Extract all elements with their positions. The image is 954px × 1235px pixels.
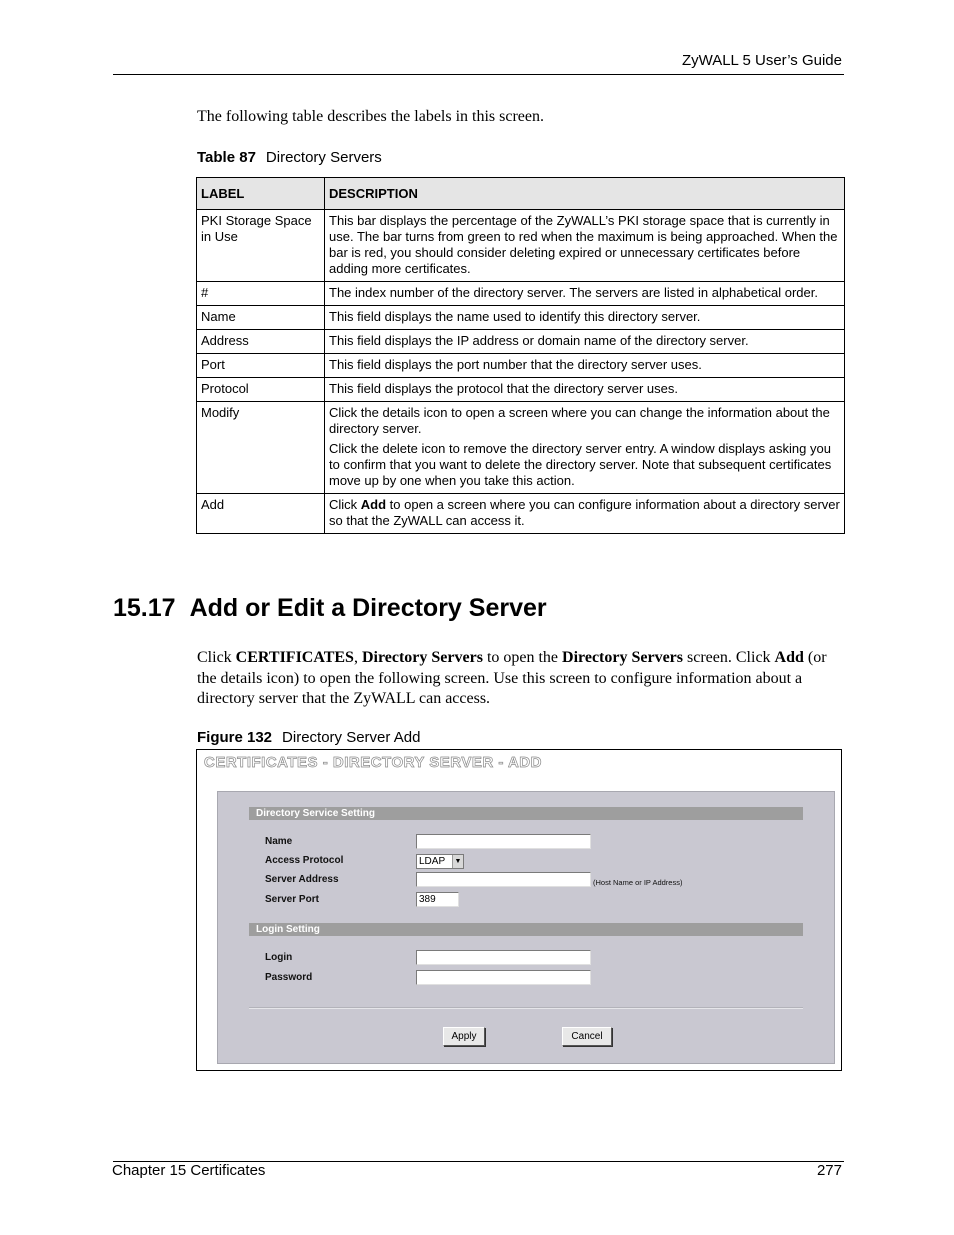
table-caption-text: Directory Servers <box>265 149 382 166</box>
row-description <box>325 378 845 402</box>
section-number: 15.17 <box>113 594 176 622</box>
description-para: The index number of the directory server. The servers are listed in alphabetical order. <box>329 285 818 300</box>
row-description <box>325 330 845 354</box>
name-label: Name <box>265 836 293 847</box>
directory-service-setting-bar: Directory Service Setting <box>249 807 803 820</box>
cancel-button[interactable]: Cancel <box>562 1027 612 1046</box>
settings-panel <box>217 791 835 1064</box>
server-address-input[interactable] <box>416 872 591 887</box>
form-divider <box>249 1007 803 1009</box>
para-bold: Add <box>774 649 804 666</box>
header-rule <box>113 74 844 75</box>
table-row <box>197 402 845 494</box>
access-protocol-value: LDAP <box>419 856 446 867</box>
section-paragraph <box>197 648 827 710</box>
para-text: screen. Click <box>683 649 775 666</box>
description-para: This field displays the port number that the directory server uses. <box>329 357 702 372</box>
description-para: This field displays the IP address or domain name of the directory server. <box>329 333 749 348</box>
server-port-input[interactable]: 389 <box>416 892 459 907</box>
para-text: to open the <box>482 649 563 666</box>
column-header-label: LABEL <box>197 178 325 210</box>
section-heading <box>113 594 547 623</box>
description-text: Click <box>329 497 361 512</box>
table-row <box>197 378 845 402</box>
directory-servers-table <box>196 177 845 534</box>
section-title: Add or Edit a Directory Server <box>189 594 547 622</box>
row-label: Protocol <box>197 378 325 402</box>
login-label: Login <box>265 952 293 963</box>
para-text: , <box>353 649 362 666</box>
para-bold: CERTIFICATES <box>235 649 354 666</box>
row-description <box>325 306 845 330</box>
figure-caption-label: Figure 132 <box>197 729 273 746</box>
password-input[interactable] <box>416 970 591 985</box>
screen-title: CERTIFICATES - DIRECTORY SERVER - ADD <box>204 754 542 771</box>
server-port-label: Server Port <box>265 894 319 905</box>
table-row <box>197 210 845 282</box>
table-caption-label: Table 87 <box>197 149 256 166</box>
figure-caption-text: Directory Server Add <box>282 729 421 746</box>
access-protocol-select[interactable] <box>416 854 464 869</box>
row-description <box>325 210 845 282</box>
intro-text: The following table describes the labels in this screen. <box>197 108 545 125</box>
row-label: Modify <box>197 402 325 494</box>
description-para: Click the details icon to open a screen where you can change the information about the directory server. <box>329 405 830 436</box>
row-label: PKI Storage Space in Use <box>197 210 325 282</box>
server-address-hint: (Host Name or IP Address) <box>593 878 683 887</box>
para-text: (or the details icon) to open the following screen. Use this screen to configure information about a directory server that the ZyWALL can access. <box>197 649 827 707</box>
row-description <box>325 494 845 534</box>
row-description <box>325 402 845 494</box>
server-address-label: Server Address <box>265 874 339 885</box>
apply-button[interactable]: Apply <box>443 1027 485 1046</box>
page-number: 277 <box>816 1162 842 1179</box>
description-para: This bar displays the percentage of the ZyWALL’s PKI storage space that is currently in use. The bar turns from green to red when the maximum is being approached. When the bar is red, you should consider deleting expired or unnecessary certificates before adding more certificates. <box>329 213 838 276</box>
table-caption <box>197 149 382 166</box>
row-label: Address <box>197 330 325 354</box>
chapter-footer: Chapter 15 Certificates <box>112 1162 266 1179</box>
para-bold: Directory Servers <box>361 649 483 666</box>
dropdown-arrow-icon[interactable]: ▼ <box>452 855 463 868</box>
table-row <box>197 306 845 330</box>
directory-server-add-screenshot <box>196 749 842 1071</box>
description-para: Click the delete icon to remove the directory server entry. A window displays asking you to confirm that you want to delete the directory server. Note that subsequent certificates move up by one when you take this action. <box>329 441 832 488</box>
row-label: Port <box>197 354 325 378</box>
column-header-description: DESCRIPTION <box>325 178 845 210</box>
description-para: This field displays the protocol that the directory server uses. <box>329 381 678 396</box>
row-label: # <box>197 282 325 306</box>
guide-title: ZyWALL 5 User’s Guide <box>681 52 842 69</box>
figure-caption <box>197 729 420 746</box>
para-bold: Directory Servers <box>562 649 684 666</box>
para-text: Click <box>197 649 236 666</box>
login-setting-bar: Login Setting <box>249 923 803 936</box>
name-input[interactable] <box>416 834 591 849</box>
description-text: to open a screen where you can configure information about a directory server so that the ZyWALL can access it. <box>329 497 840 528</box>
access-protocol-label: Access Protocol <box>265 855 344 866</box>
table-row <box>197 494 845 534</box>
login-input[interactable] <box>416 950 591 965</box>
password-label: Password <box>265 972 313 983</box>
table-row <box>197 330 845 354</box>
row-description <box>325 354 845 378</box>
description-para: This field displays the name used to identify this directory server. <box>329 309 701 324</box>
row-label: Add <box>197 494 325 534</box>
row-label: Name <box>197 306 325 330</box>
table-row <box>197 282 845 306</box>
table-row <box>197 354 845 378</box>
row-description <box>325 282 845 306</box>
description-bold: Add <box>360 497 387 512</box>
description-para <box>329 497 840 529</box>
table-header-row <box>197 178 845 210</box>
